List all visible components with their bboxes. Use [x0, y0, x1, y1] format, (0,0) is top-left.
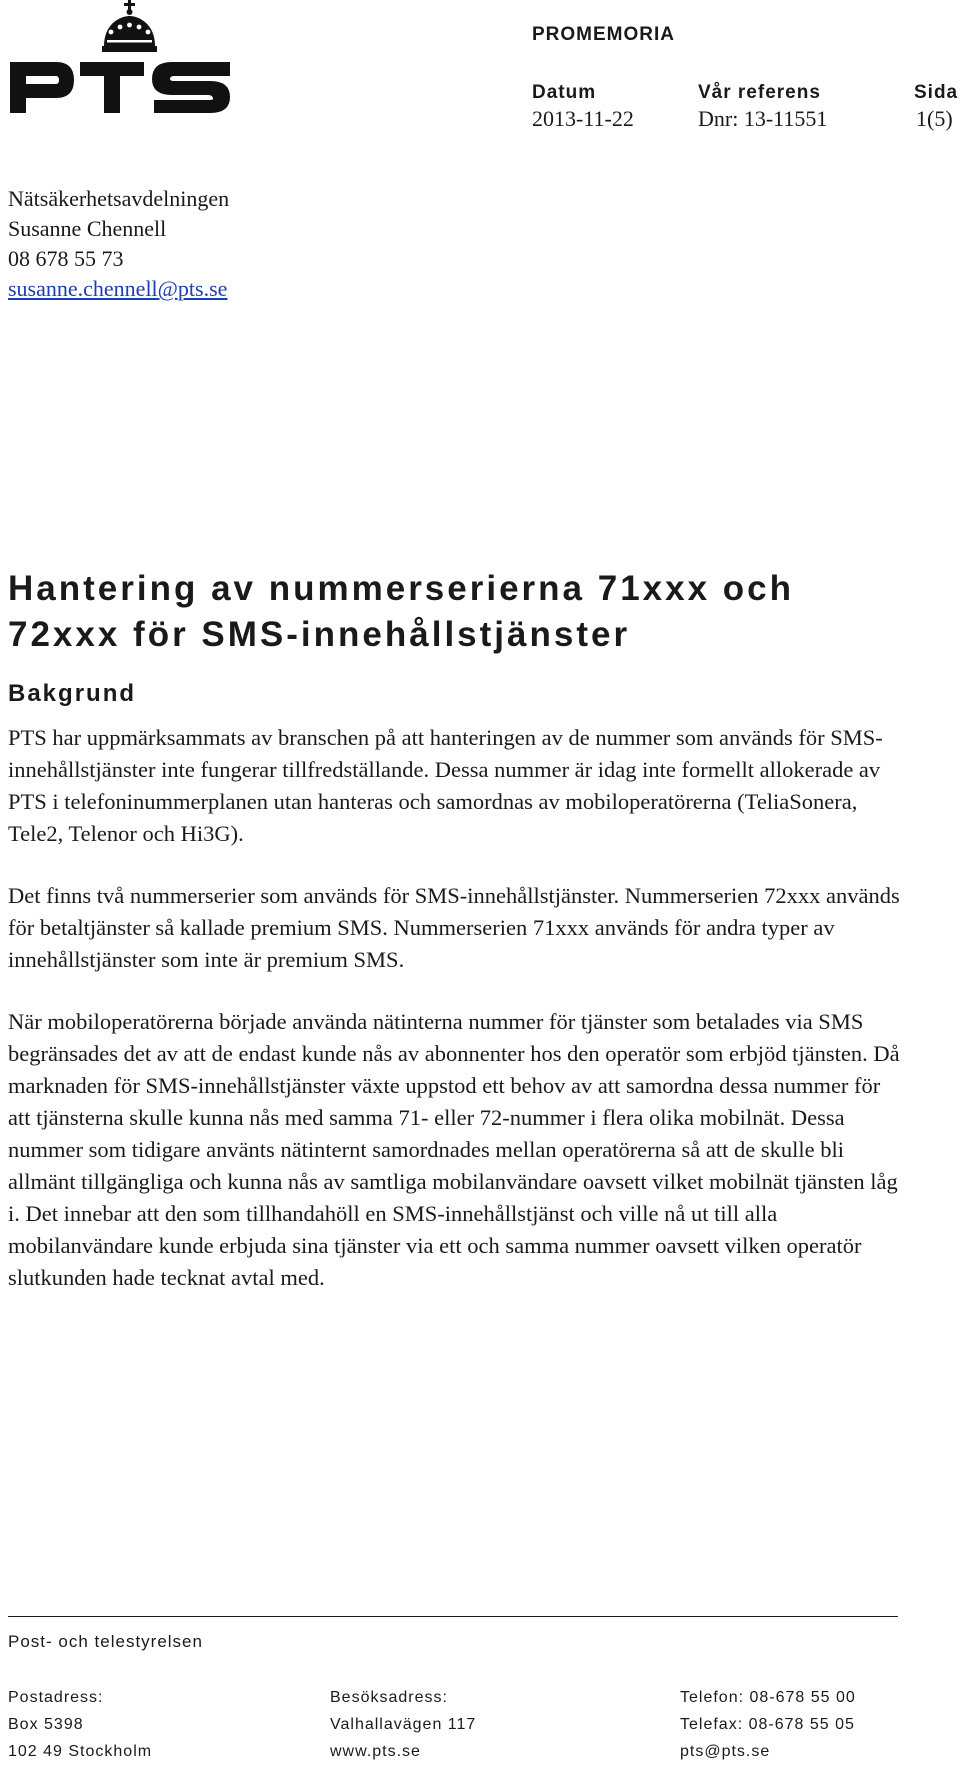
section-heading: Bakgrund: [8, 680, 137, 707]
sender-department: Nätsäkerhetsavdelningen: [8, 186, 230, 211]
sender-name: Susanne Chennell: [8, 216, 167, 241]
footer-visiting-address: [330, 1684, 476, 1765]
footer-email-link[interactable]: pts@pts.se: [680, 1743, 771, 1760]
paragraph: När mobiloperatörerna började använda nätinterna nummer för tjänster som betalades via SMS begränsades det av att de endast kunde nås av abonnenter hos den operatör som erbjöd tjänsten. Då marknaden för SMS-innehållstjänster växte uppstod ett behov av att samordna dessa nummer för att tjänsterna skulle kunna nås med samma 71- eller 72-nummer i flera olika mobilnät. Dessa nummer som tidigare använts nätinternt samordnades mellan operatörerna så att de skulle bli allmänt tillgängliga och kunna nås av samtliga mobilanvändare oavsett vilket mobilnät tjänsten låg i. Det innebar att den som tillhandahöll en SMS-innehållstjänst och ville nå ut till alla mobilanvändare kunde erbjuda sina tjänster via ett och samma nummer oavsett vilken operatör slutkunden hade tecknat avtal med.: [8, 1009, 900, 1290]
document-title: Hantering av nummerserierna 71xxx och 72xxx för SMS-innehållstjänster: [8, 569, 795, 654]
footer-divider: [8, 1616, 898, 1617]
pts-wordmark: [10, 62, 230, 113]
date-label: Datum: [532, 82, 597, 103]
reference-value: Dnr: 13-11551: [698, 106, 828, 131]
sender-block: [8, 184, 229, 304]
postal-city: 102 49 Stockholm: [8, 1743, 153, 1760]
sender-phone: 08 678 55 73: [8, 246, 124, 271]
postal-box: Box 5398: [8, 1716, 84, 1733]
document-type: PROMEMORIA: [532, 24, 675, 45]
paragraph: PTS har uppmärksammats av branschen på att hanteringen av de nummer som används för SMS-innehållstjänster inte fungerar tillfredställande. Dessa nummer är idag inte formellt allokerade av PTS i telefoninummerplanen utan hanteras och samordnas av mobiloperatörerna (TeliaSonera, Tele2, Telenor och Hi3G).: [8, 725, 883, 846]
footer-postal-address: [8, 1684, 152, 1765]
visit-street: Valhallavägen 117: [330, 1716, 477, 1733]
page-label: Sida: [914, 82, 959, 103]
website-link[interactable]: www.pts.se: [330, 1743, 421, 1760]
reference-label: Vår referens: [698, 82, 821, 103]
page-value: 1(5): [916, 106, 953, 131]
body-text: [8, 722, 908, 1324]
footer-organization: Post- och telestyrelsen: [8, 1632, 203, 1651]
footer-phone: Telefon: 08-678 55 00: [680, 1689, 856, 1706]
sender-email-link[interactable]: susanne.chennell@pts.se: [8, 276, 228, 301]
pts-logo: [8, 0, 236, 116]
postal-label: Postadress:: [8, 1689, 104, 1706]
date-value: 2013-11-22: [532, 106, 634, 131]
visit-label: Besöksadress:: [330, 1689, 448, 1706]
footer-contact: [680, 1684, 856, 1765]
paragraph: Det finns två nummerserier som används för SMS-innehållstjänster. Nummerserien 72xxx används för betaltjänster så kallade premium SMS. Nummerserien 71xxx används för andra typer av innehållstjänster som inte är premium SMS.: [8, 883, 900, 972]
footer-fax: Telefax: 08-678 55 05: [680, 1716, 855, 1733]
